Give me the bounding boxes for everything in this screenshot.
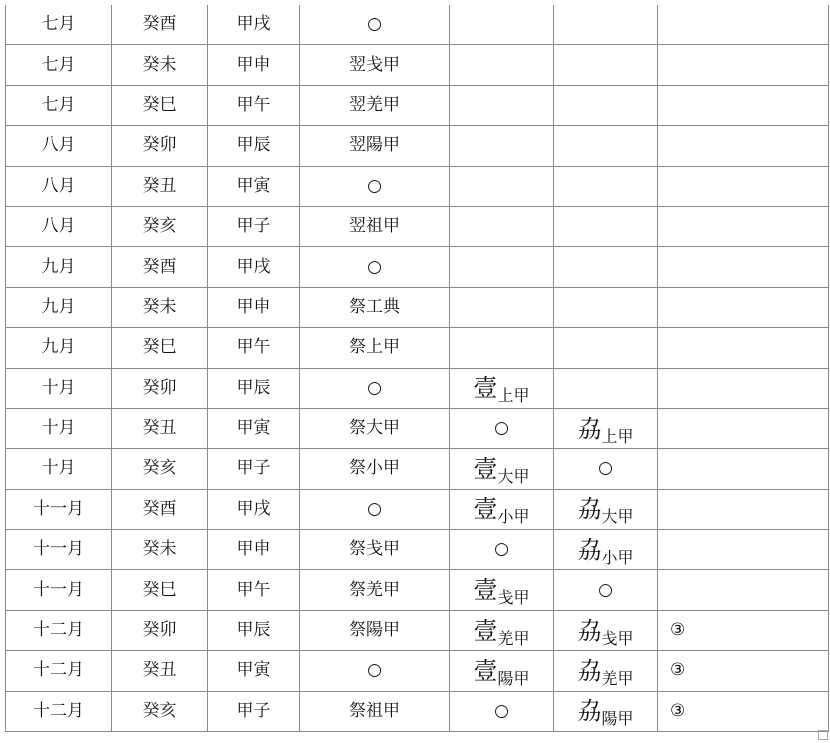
ritual-ji-cell: 祭陽甲 (300, 610, 450, 650)
ritual-main-glyph: ○ (598, 579, 613, 600)
cycle-number-mark: ③ (670, 700, 686, 721)
ancestor-name-sub: 陽甲 (497, 668, 530, 688)
ritual-main-glyph: 壹 (473, 374, 498, 403)
cycle-mark-cell (658, 530, 829, 570)
table-row (6, 691, 829, 731)
ritual-schedule-table (5, 5, 829, 732)
ritual-main-glyph: ○ (494, 539, 509, 560)
table-row (6, 530, 829, 570)
cycle-mark-cell (658, 126, 829, 166)
table-row (6, 368, 829, 408)
table-row (6, 166, 829, 206)
cycle-mark-cell (658, 368, 829, 408)
ritual-xie-cell (554, 126, 658, 166)
ritual-xie-cell (554, 530, 658, 570)
ritual-xie-cell (554, 368, 658, 408)
cycle-mark-cell (658, 489, 829, 529)
table-body (6, 5, 829, 732)
month-cell: 十二月 (6, 691, 112, 731)
table-row (6, 489, 829, 529)
ritual-zai-cell (450, 85, 554, 125)
ritual-ji-cell: ○ (300, 368, 450, 408)
table-row (6, 408, 829, 448)
ritual-xie-cell (554, 449, 658, 489)
table-row (6, 85, 829, 125)
ritual-ji-cell: 翌祖甲 (300, 206, 450, 246)
ritual-xie-cell (554, 166, 658, 206)
table-row (6, 126, 829, 166)
jia-day-cell: 甲戌 (208, 5, 300, 45)
ritual-ji-cell: 翌羌甲 (300, 85, 450, 125)
ritual-zai-cell (450, 247, 554, 287)
gui-day-cell: 癸酉 (112, 489, 208, 529)
ritual-zai-cell (450, 570, 554, 610)
jia-day-cell: 甲午 (208, 570, 300, 610)
ritual-zai-cell (450, 651, 554, 691)
month-cell: 七月 (6, 85, 112, 125)
gui-day-cell: 癸卯 (112, 610, 208, 650)
ancestor-name-sub: 小甲 (601, 547, 634, 567)
jia-day-cell: 甲申 (208, 45, 300, 85)
ritual-xie-cell (554, 610, 658, 650)
ritual-xie-cell (554, 287, 658, 327)
ritual-ji-cell: ○ (300, 651, 450, 691)
ritual-ji-cell: 祭上甲 (300, 328, 450, 368)
ancestor-name-sub: 大甲 (601, 507, 634, 527)
month-cell: 十二月 (6, 651, 112, 691)
ritual-ji-cell: ○ (300, 5, 450, 45)
month-cell: 八月 (6, 206, 112, 246)
gui-day-cell: 癸亥 (112, 449, 208, 489)
cycle-mark-cell (658, 570, 829, 610)
ritual-ji-cell: 祭祖甲 (300, 691, 450, 731)
ritual-xie-cell (554, 570, 658, 610)
ritual-zai-cell (450, 368, 554, 408)
jia-day-cell: 甲辰 (208, 610, 300, 650)
jia-day-cell: 甲辰 (208, 126, 300, 166)
ritual-zai-cell (450, 5, 554, 45)
ritual-main-glyph: 壹 (473, 495, 498, 524)
ritual-zai-cell (450, 166, 554, 206)
ritual-main-glyph: 劦 (577, 495, 602, 524)
ritual-main-glyph: 壹 (473, 616, 498, 645)
cycle-mark-cell (658, 610, 829, 650)
ritual-ji-cell: 翌陽甲 (300, 126, 450, 166)
jia-day-cell: 甲午 (208, 328, 300, 368)
jia-day-cell: 甲申 (208, 530, 300, 570)
ritual-zai-cell (450, 489, 554, 529)
jia-day-cell: 甲子 (208, 206, 300, 246)
table-row (6, 570, 829, 610)
resize-corner-mark (818, 730, 828, 740)
ritual-ji-cell: 翌戋甲 (300, 45, 450, 85)
ritual-zai-cell (450, 610, 554, 650)
month-cell: 十月 (6, 368, 112, 408)
ritual-ji-cell: 祭小甲 (300, 449, 450, 489)
ritual-ji-cell: ○ (300, 489, 450, 529)
month-cell: 十一月 (6, 489, 112, 529)
ritual-main-glyph: 劦 (577, 616, 602, 645)
ancestor-name-sub: 戋甲 (497, 588, 530, 608)
jia-day-cell: 甲寅 (208, 166, 300, 206)
ancestor-name-sub: 上甲 (601, 426, 634, 446)
ritual-ji-cell: 祭大甲 (300, 408, 450, 448)
ancestor-name-sub: 戋甲 (601, 628, 634, 648)
cycle-mark-cell (658, 85, 829, 125)
ritual-xie-cell (554, 5, 658, 45)
ritual-ji-cell: ○ (300, 247, 450, 287)
cycle-mark-cell (658, 247, 829, 287)
month-cell: 十一月 (6, 570, 112, 610)
ritual-xie-cell (554, 408, 658, 448)
ancestor-name-sub: 陽甲 (601, 709, 634, 729)
ritual-zai-cell (450, 530, 554, 570)
table-row (6, 610, 829, 650)
ritual-xie-cell (554, 85, 658, 125)
cycle-mark-cell (658, 449, 829, 489)
ritual-xie-cell (554, 206, 658, 246)
cycle-mark-cell (658, 5, 829, 45)
cycle-number-mark: ③ (670, 620, 686, 641)
jia-day-cell: 甲戌 (208, 247, 300, 287)
jia-day-cell: 甲戌 (208, 489, 300, 529)
gui-day-cell: 癸卯 (112, 126, 208, 166)
ritual-main-glyph: ○ (494, 418, 509, 439)
ritual-main-glyph: 劦 (577, 697, 602, 726)
ritual-zai-cell (450, 449, 554, 489)
table-row (6, 651, 829, 691)
month-cell: 十一月 (6, 530, 112, 570)
jia-day-cell: 甲辰 (208, 368, 300, 408)
cycle-mark-cell (658, 166, 829, 206)
ritual-zai-cell (450, 287, 554, 327)
ritual-main-glyph: 劦 (577, 656, 602, 685)
ancestor-name-sub: 羌甲 (497, 628, 530, 648)
month-cell: 十月 (6, 408, 112, 448)
ancestor-name-sub: 羌甲 (601, 668, 634, 688)
gui-day-cell: 癸酉 (112, 5, 208, 45)
ancestor-name-sub: 上甲 (497, 386, 530, 406)
cycle-mark-cell (658, 45, 829, 85)
ritual-zai-cell (450, 691, 554, 731)
ritual-zai-cell (450, 408, 554, 448)
ancestor-name-sub: 大甲 (497, 466, 530, 486)
month-cell: 十二月 (6, 610, 112, 650)
table-row (6, 328, 829, 368)
cycle-mark-cell (658, 287, 829, 327)
cycle-mark-cell (658, 408, 829, 448)
gui-day-cell: 癸未 (112, 45, 208, 85)
jia-day-cell: 甲申 (208, 287, 300, 327)
ritual-xie-cell (554, 691, 658, 731)
table-row (6, 206, 829, 246)
ritual-ji-cell: 祭工典 (300, 287, 450, 327)
ritual-main-glyph: ○ (598, 458, 613, 479)
month-cell: 九月 (6, 247, 112, 287)
table-row (6, 247, 829, 287)
gui-day-cell: 癸巳 (112, 85, 208, 125)
ritual-zai-cell (450, 126, 554, 166)
cycle-mark-cell (658, 206, 829, 246)
month-cell: 八月 (6, 126, 112, 166)
ritual-xie-cell (554, 247, 658, 287)
ritual-zai-cell (450, 206, 554, 246)
ritual-main-glyph: 劦 (577, 535, 602, 564)
gui-day-cell: 癸巳 (112, 570, 208, 610)
ritual-main-glyph: 劦 (577, 414, 602, 443)
ritual-xie-cell (554, 489, 658, 529)
gui-day-cell: 癸未 (112, 530, 208, 570)
ritual-main-glyph: 壹 (473, 576, 498, 605)
gui-day-cell: 癸巳 (112, 328, 208, 368)
ancestor-name-sub: 小甲 (497, 507, 530, 527)
gui-day-cell: 癸亥 (112, 691, 208, 731)
table-row (6, 287, 829, 327)
month-cell: 七月 (6, 5, 112, 45)
jia-day-cell: 甲子 (208, 691, 300, 731)
ritual-ji-cell: 祭戋甲 (300, 530, 450, 570)
month-cell: 八月 (6, 166, 112, 206)
ritual-zai-cell (450, 328, 554, 368)
cycle-mark-cell (658, 651, 829, 691)
gui-day-cell: 癸丑 (112, 408, 208, 448)
gui-day-cell: 癸亥 (112, 206, 208, 246)
table-row (6, 449, 829, 489)
gui-day-cell: 癸丑 (112, 651, 208, 691)
ritual-zai-cell (450, 45, 554, 85)
month-cell: 七月 (6, 45, 112, 85)
jia-day-cell: 甲寅 (208, 651, 300, 691)
table-row (6, 5, 829, 45)
gui-day-cell: 癸酉 (112, 247, 208, 287)
ritual-ji-cell: ○ (300, 166, 450, 206)
jia-day-cell: 甲午 (208, 85, 300, 125)
month-cell: 九月 (6, 287, 112, 327)
ritual-xie-cell (554, 651, 658, 691)
cycle-number-mark: ③ (670, 660, 686, 681)
ritual-ji-cell: 祭羌甲 (300, 570, 450, 610)
cycle-mark-cell (658, 691, 829, 731)
ritual-main-glyph: 壹 (473, 656, 498, 685)
table-row (6, 45, 829, 85)
gui-day-cell: 癸丑 (112, 166, 208, 206)
cycle-mark-cell (658, 328, 829, 368)
gui-day-cell: 癸未 (112, 287, 208, 327)
ritual-main-glyph: ○ (494, 700, 509, 721)
jia-day-cell: 甲子 (208, 449, 300, 489)
ritual-xie-cell (554, 45, 658, 85)
gui-day-cell: 癸卯 (112, 368, 208, 408)
month-cell: 十月 (6, 449, 112, 489)
jia-day-cell: 甲寅 (208, 408, 300, 448)
ritual-main-glyph: 壹 (473, 454, 498, 483)
ritual-xie-cell (554, 328, 658, 368)
month-cell: 九月 (6, 328, 112, 368)
